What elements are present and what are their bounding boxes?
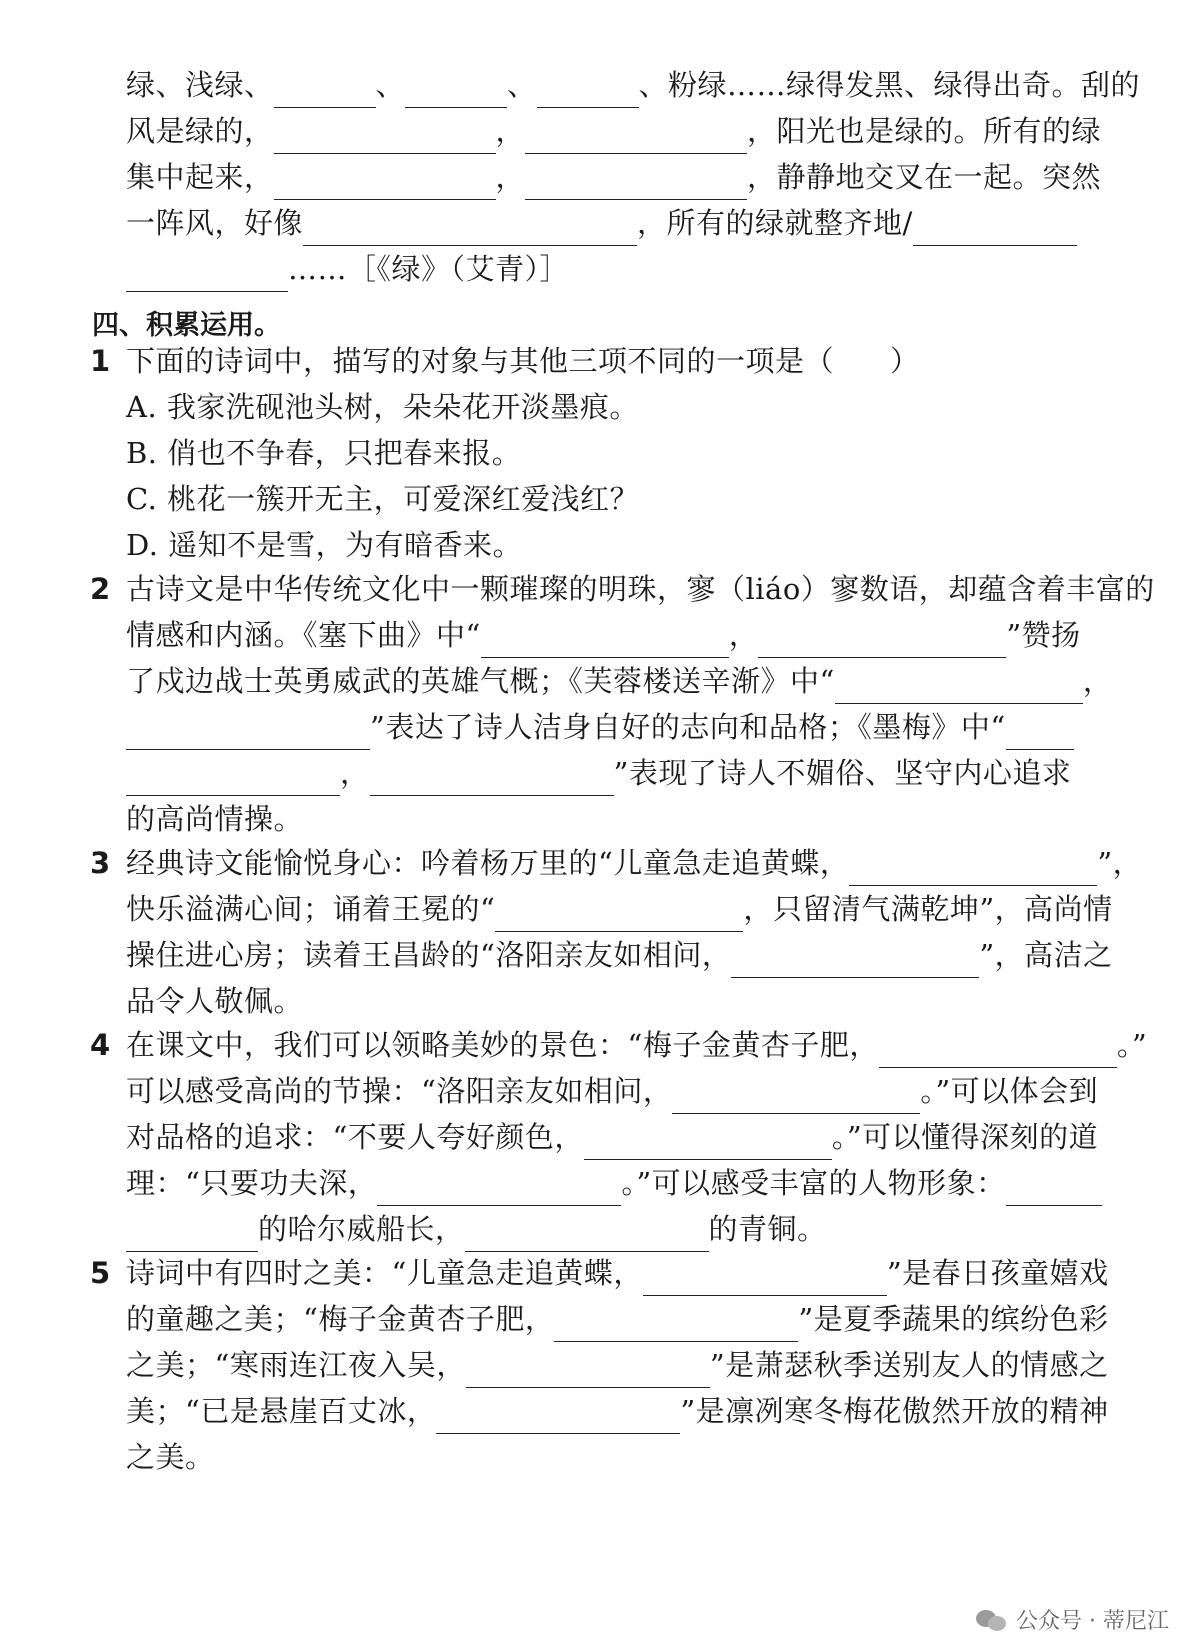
q5-line-1: 诗词中有四时之美：“儿童急走追黄蝶， ”是春日孩童嬉戏 [126,1250,1081,1296]
wechat-icon [976,1608,1008,1632]
watermark-text: 公众号 · 蒂尼江 [1016,1609,1169,1634]
q4-line-3: 对品格的追求：“不要人夸好颜色， 。”可以懂得深刻的道 [126,1114,1081,1160]
blank[interactable] [525,119,747,154]
blank[interactable] [913,211,1077,246]
q1-stem: 下面的诗词中，描写的对象与其他三项不同的一项是（ ） [126,344,920,378]
poem-line-2: 风是绿的， ， ，阳光也是绿的。所有的绿 [126,108,1081,154]
blank[interactable] [126,761,340,796]
blank[interactable] [643,1261,887,1296]
blank[interactable] [835,669,1083,704]
blank[interactable] [584,1125,832,1160]
blank[interactable] [303,211,637,246]
q5-line-5: 之美。 [126,1440,215,1474]
q4-line-1: 在课文中，我们可以领略美妙的景色：“梅子金黄杏子肥， 。” [126,1022,1081,1068]
q3-line-4: 品令人敬佩。 [126,984,304,1018]
q2-line-6: 的高尚情操。 [126,802,304,836]
q1-option-d: D. 遥知不是雪，为有暗香来。 [126,528,523,562]
q4-line-4: 理：“只要功夫深， 。”可以感受丰富的人物形象： [126,1160,1081,1206]
blank[interactable] [466,1353,710,1388]
blank[interactable] [465,1217,709,1252]
blank[interactable] [1006,1171,1102,1206]
q3-line-2: 快乐溢满心间；诵着王冕的“ ，只留清气满乾坤”，高尚情 [126,886,1081,932]
blank[interactable] [481,623,729,658]
q5-line-4: 美；“已是悬崖百丈冰， ”是凛冽寒冬梅花傲然开放的精神 [126,1388,1081,1434]
blank[interactable] [436,1399,680,1434]
q5-line-2: 的童趣之美；“梅子金黄杏子肥， ”是夏季蔬果的缤纷色彩 [126,1296,1081,1342]
blank[interactable] [274,119,496,154]
q5-line-3: 之美；“寒雨连江夜入吴， ”是萧瑟秋季送别友人的情感之 [126,1342,1081,1388]
q2-line-4: ”表达了诗人洁身自好的志向和品格；《墨梅》中“ [126,704,1081,750]
question-number: 3 [90,846,111,880]
blank[interactable] [405,73,507,108]
question-number: 1 [90,344,111,378]
poem-line-4: 一阵风，好像 ，所有的绿就整齐地/ [126,200,1081,246]
blank[interactable] [849,851,1097,886]
poem-line-1: 绿、浅绿、 、 、 、粉绿……绿得发黑、绿得出奇。刮的 [126,62,1081,108]
question-number: 5 [90,1256,111,1290]
blank[interactable] [758,623,1006,658]
q2-line-3: 了戍边战士英勇威武的英雄气概；《芙蓉楼送辛渐》中“ ， [126,658,1081,704]
q1-option-a: A. 我家洗砚池头树，朵朵花开淡墨痕。 [126,390,639,424]
blank[interactable] [274,73,376,108]
blank[interactable] [126,715,370,750]
section-title: 四、积累运用。 [92,310,281,341]
q4-line-5: 的哈尔威船长， 的青铜。 [126,1206,1081,1252]
blank[interactable] [1006,715,1074,750]
blank[interactable] [370,761,614,796]
q1-option-c: C. 桃花一簇开无主，可爱深红爱浅红？ [126,482,640,516]
blank[interactable] [537,73,639,108]
q2-line-5: ， ”表现了诗人不媚俗、坚守内心追求 [126,750,1081,796]
blank[interactable] [672,1079,920,1114]
poem-line-3: 集中起来， ， ，静静地交叉在一起。突然 [126,154,1081,200]
blank[interactable] [554,1307,798,1342]
blank[interactable] [879,1033,1117,1068]
q1-option-b: B. 俏也不争春，只把春来报。 [126,436,522,470]
blank[interactable] [126,1217,258,1252]
question-number: 2 [90,572,111,606]
blank[interactable] [377,1171,621,1206]
blank[interactable] [495,897,743,932]
q4-line-2: 可以感受高尚的节操：“洛阳亲友如相问， 。”可以体会到 [126,1068,1081,1114]
q2-line-1: 古诗文是中华传统文化中一颗璀璨的明珠，寥（liáo）寥数语，却蕴含着丰富的 [126,572,1155,606]
watermark [976,1604,1169,1635]
q3-line-3: 操住进心房；读着王昌龄的“洛阳亲友如相问， ”，高洁之 [126,932,1081,978]
blank[interactable] [731,943,979,978]
blank[interactable] [525,165,747,200]
blank[interactable] [274,165,496,200]
blank[interactable] [126,257,288,292]
q2-line-2: 情感和内涵。《塞下曲》中“ ， ”赞扬 [126,612,1081,658]
poem-line-5: ……［《绿》（艾青）］ [126,246,1081,292]
q3-line-1: 经典诗文能愉悦身心：吟着杨万里的“儿童急走追黄蝶， ”， [126,840,1081,886]
question-number: 4 [90,1028,111,1062]
